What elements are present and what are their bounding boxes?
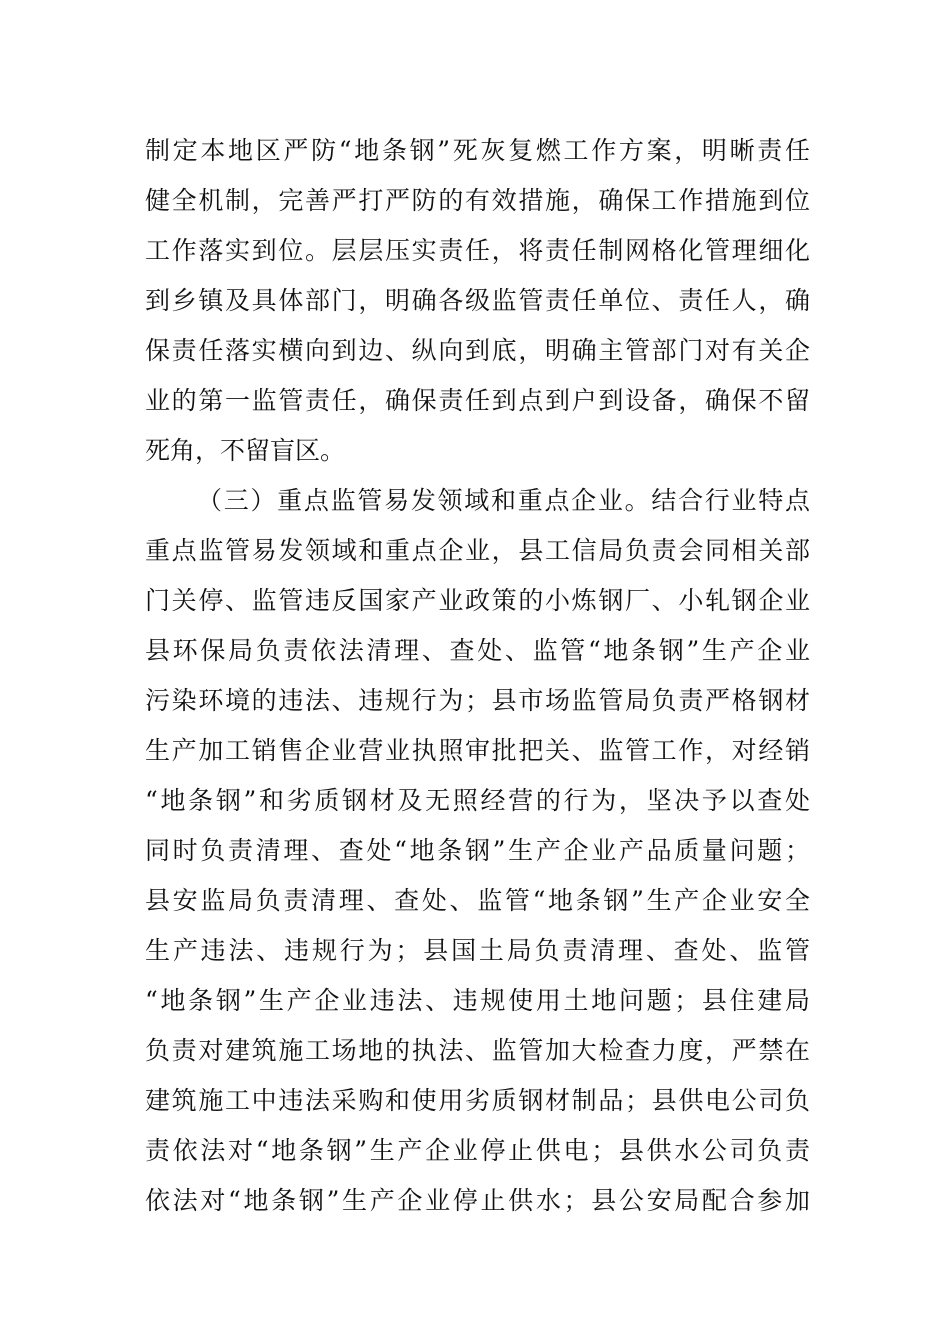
- text-line: 责依法对“地条钢”生产企业停止供电；县供水公司负责: [145, 1136, 810, 1165]
- text-line: 依法对“地条钢”生产企业停止供水；县公安局配合参加: [145, 1186, 810, 1215]
- text-line: 建筑施工中违法采购和使用劣质钢材制品；县供电公司负: [145, 1086, 810, 1115]
- text-line: 县安监局负责清理、查处、监管“地条钢”生产企业安全: [145, 886, 810, 915]
- text-line: 工作落实到位。层层压实责任，将责任制网格化管理细化: [145, 236, 810, 265]
- section-heading-line: （三）重点监管易发领域和重点企业。结合行业特点: [197, 486, 810, 515]
- text-line: 业的第一监管责任，确保责任到点到户到设备，确保不留: [145, 386, 810, 415]
- text-line: 保责任落实横向到边、纵向到底，明确主管部门对有关企: [145, 336, 810, 365]
- text-line: 污染环境的违法、违规行为；县市场监管局负责严格钢材: [145, 686, 810, 715]
- text-line: 负责对建筑施工场地的执法、监管加大检查力度，严禁在: [145, 1036, 810, 1065]
- text-line: 制定本地区严防“地条钢”死灰复燃工作方案，明晰责任: [145, 136, 810, 165]
- text-line: 生产违法、违规行为；县国土局负责清理、查处、监管: [145, 936, 810, 965]
- text-line: 到乡镇及具体部门，明确各级监管责任单位、责任人，确: [145, 286, 810, 315]
- text-line: 同时负责清理、查处“地条钢”生产企业产品质量问题；: [145, 836, 810, 865]
- text-line: 生产加工销售企业营业执照审批把关、监管工作，对经销: [145, 736, 810, 765]
- text-line: 县环保局负责依法清理、查处、监管“地条钢”生产企业: [145, 636, 810, 665]
- text-line: 门关停、监管违反国家产业政策的小炼钢厂、小轧钢企业: [145, 586, 810, 615]
- text-line: 重点监管易发领域和重点企业，县工信局负责会同相关部: [145, 536, 810, 565]
- text-line: “地条钢”生产企业违法、违规使用土地问题；县住建局: [145, 986, 810, 1015]
- text-line: “地条钢”和劣质钢材及无照经营的行为，坚决予以查处: [145, 786, 810, 815]
- text-line: 健全机制，完善严打严防的有效措施，确保工作措施到位: [145, 186, 810, 215]
- body-text: [145, 126, 810, 1226]
- text-line: 死角，不留盲区。: [145, 436, 346, 465]
